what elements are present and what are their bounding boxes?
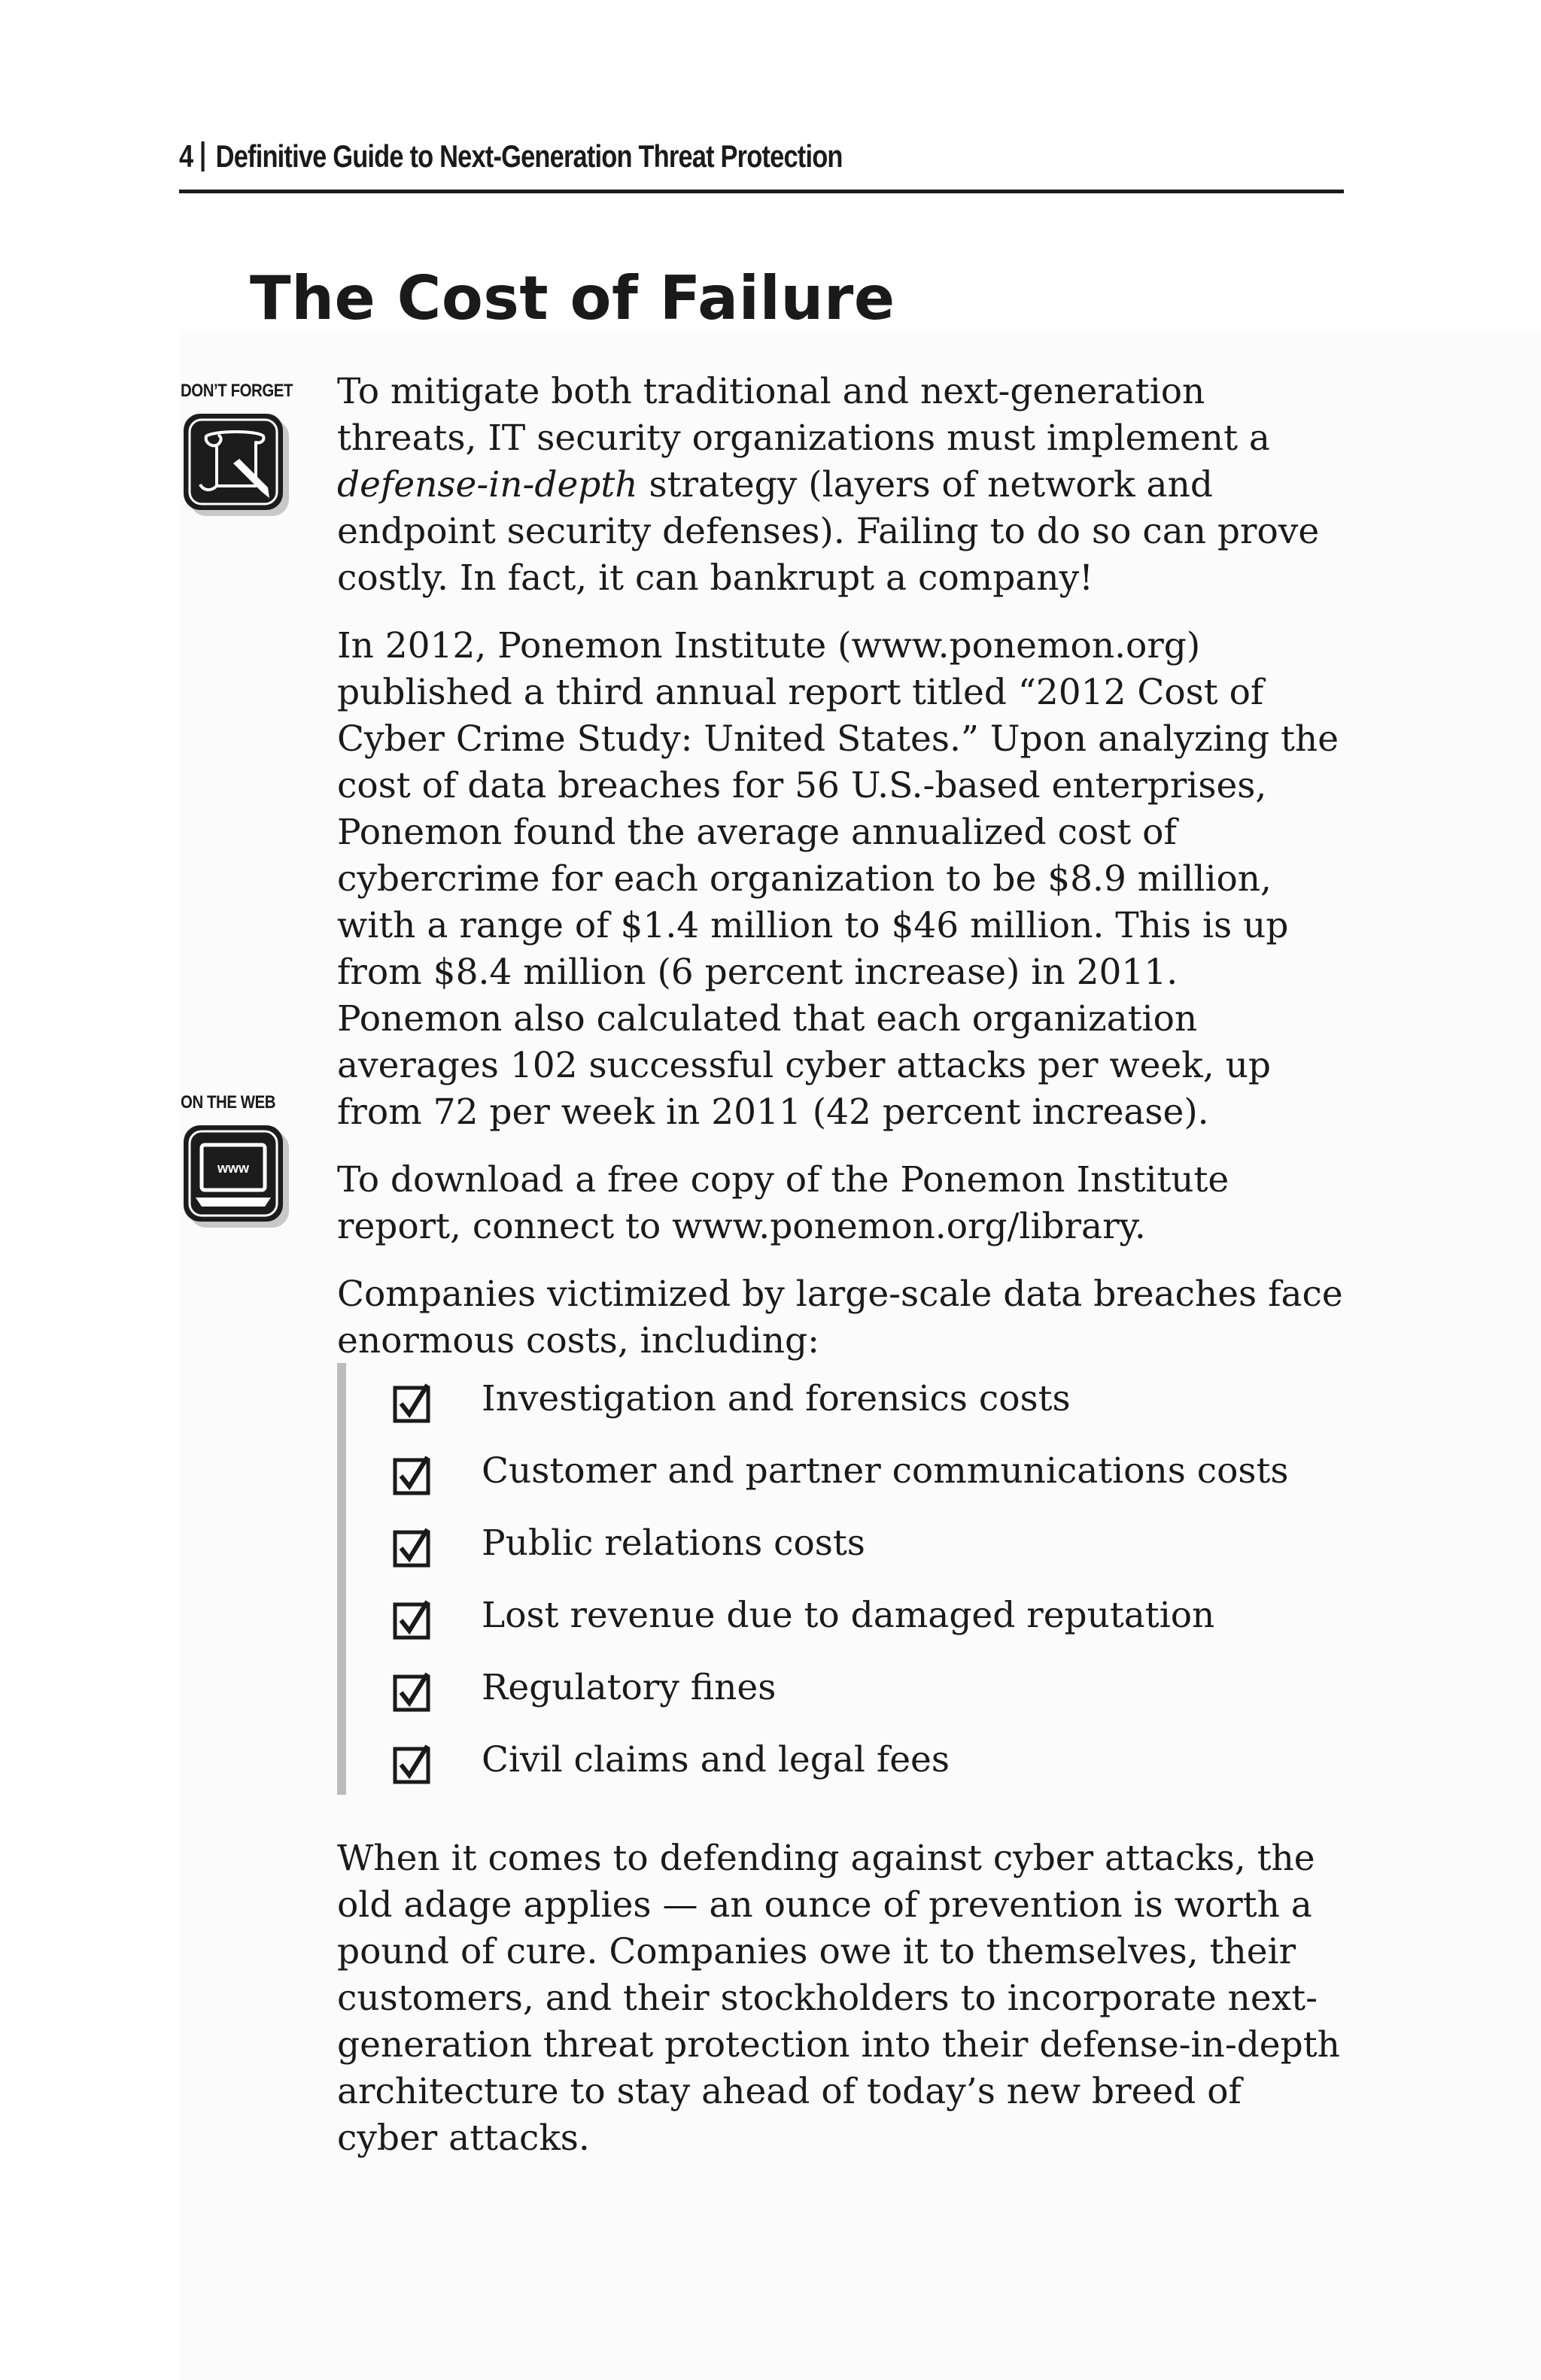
paragraph-ponemon-study: In 2012, Ponemon Institute (www.ponemon.org) published a third annual report titled “2012 Cost of Cyber Crime Study: United States.” Upon analyzing the cost of data breaches for 56 U.S.-based enterprises, Ponemon found the average annualized cost of cybercrime for each organization to be $8.9 million, with a range of $1.4 million to $46 million. This is up from $8.4 million (6 percent increase) in 2011. Ponemon also calculated that each organization averages 102 successful cyber attacks per week, up from 72 per week in 2011 (42 percent increase).: [337, 625, 1339, 1133]
book-title: Definitive Guide to Next-Generation Threat Protection: [215, 138, 843, 174]
list-item-text: Civil claims and legal fees: [482, 1739, 950, 1780]
emphasis-defense-in-depth: defense-in-depth: [337, 464, 638, 505]
paragraph-download-report: To download a free copy of the Ponemon Institute report, connect to www.ponemon.org/library.: [337, 1159, 1229, 1247]
paragraph-defense-in-depth: To mitigate both traditional and next-generation threats, IT security organizations must implement a defense-in-depth strategy (layers of network and endpoint security defenses). Failing to do so can prove costly. In fact, it can bankrupt a company!: [337, 371, 1320, 599]
list-item: [346, 1435, 1324, 1507]
list-item: [346, 1724, 1324, 1796]
list-item: [346, 1507, 1324, 1580]
checkbox-checked-icon: [393, 1671, 432, 1714]
paragraph-costs-intro: Companies victimized by large-scale data breaches face enormous costs, including:: [337, 1273, 1343, 1362]
on-the-web-label: ON THE WEB: [181, 1092, 276, 1113]
dont-forget-label: DON’T FORGET: [181, 381, 293, 401]
list-item: [346, 1652, 1324, 1724]
dont-forget-callout: [181, 381, 301, 516]
checkbox-checked-icon: [393, 1455, 432, 1497]
list-item-text: Regulatory fines: [482, 1667, 777, 1708]
laptop-www-icon: [181, 1122, 286, 1228]
scroll-pen-icon: [181, 411, 286, 516]
checkbox-checked-icon: [393, 1527, 432, 1569]
list-item-text: Public relations costs: [482, 1522, 865, 1564]
running-header: [179, 135, 1344, 193]
section-title: The Cost of Failure: [250, 263, 895, 333]
list-item-text: Customer and partner communications costs: [482, 1450, 1289, 1492]
list-item-text: Investigation and forensics costs: [482, 1378, 1071, 1419]
svg-text:www: www: [217, 1161, 250, 1176]
on-the-web-callout: [181, 1092, 301, 1228]
header-separator: [202, 141, 205, 172]
body-text: [337, 369, 1349, 1386]
closing-text: [337, 1835, 1349, 2183]
list-item-text: Lost revenue due to damaged reputation: [482, 1595, 1215, 1636]
list-item: [346, 1363, 1324, 1435]
checkbox-checked-icon: [393, 1744, 432, 1786]
cost-checklist: [337, 1363, 1358, 1795]
paragraph-prevention: When it comes to defending against cyber attacks, the old adage applies — an ounce of prevention is worth a pound of cure. Companies owe it to themselves, their customers, and their stockholders to incorporate next-generation threat protection into their defense-in-depth architecture to stay ahead of today’s new breed of cyber attacks.: [337, 1838, 1340, 2159]
checkbox-checked-icon: [393, 1599, 432, 1641]
list-item: [346, 1580, 1324, 1652]
checkbox-checked-icon: [393, 1383, 432, 1425]
page-number: 4: [179, 138, 193, 174]
